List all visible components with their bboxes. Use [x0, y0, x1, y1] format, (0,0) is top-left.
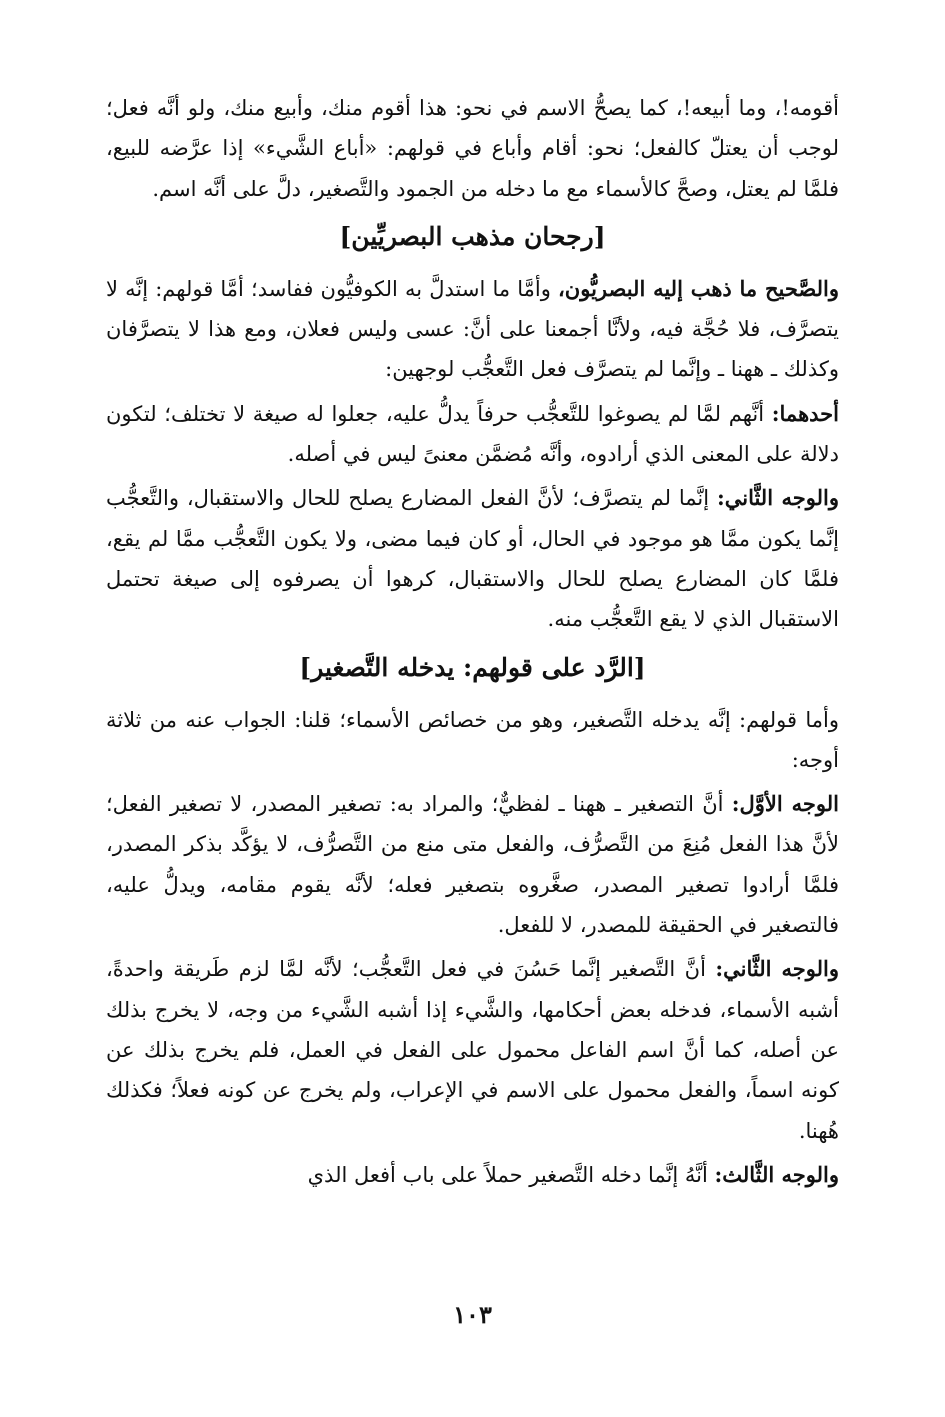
paragraph-text: أنَّهُ إنَّما دخله التَّصغير حملاً على باب أفعل الذي [307, 1162, 715, 1187]
paragraph-first-reason [106, 394, 839, 475]
paragraph-lead: والوجه الثَّاني: [715, 956, 840, 982]
section-heading-basrians: [رجحان مذهب البصريِّين] [339, 221, 606, 251]
paragraph-text: أقومه!، وما أبيعه!، كما يصحُّ الاسم في نحو: هذا أقوم منك، وأبيع منك، ولو أنَّه فعل؛ لوجب أن يعتلّ كالفعل؛ نحو: أقام وأباع في قولهم: «أباع الشَّيء» إذا عرَّضه للبيع، فلمَّا لم يعتل، وصحَّ كالأسماء مع ما دخله من الجمود والتَّصغير، دلَّ على أنَّه اسم. [106, 96, 839, 201]
section-heading-diminutive: [الرَّد على قولهم: يدخله التَّصغير] [299, 652, 646, 682]
paragraph-text: أنَّ التصغير ـ ههنا ـ لفظيٌّ؛ والمراد به: تصغير المصدر، لا تصغير الفعل؛ لأنَّ هذا الفعل مُنِعَ من التَّصرُّف، والفعل متى منع من التَّصرُّف، لا يؤكَّد بذكر المصدر، فلمَّا أرادوا تصغير المصدر، صغَّروه بتصغير فعله؛ لأنَّه يقوم مقامه، ويدلُّ عليه، فالتصغير في الحقيقة للمصدر، لا للفعل. [106, 792, 839, 938]
page-number: ١٠٣ [453, 1300, 492, 1329]
body-block-1 [106, 88, 839, 209]
paragraph-lead: والصَّحيح ما ذهب إليه البصريُّون، [558, 275, 839, 301]
paragraph-aspect-one [106, 784, 839, 945]
paragraph-lead: والوجه الثَّالث: [714, 1161, 839, 1187]
paragraph-reply-intro [106, 700, 839, 781]
body-block-3 [106, 700, 839, 1196]
paragraph-text: أنَّ التَّصغير إنَّما حَسُنَ في فعل التَّعجُّب؛ لأنَّه لمَّا لزم طَريقة واحدةً، أشبه الأسماء، فدخله بعض أحكامها، والشَّيء إذا أشبه الشَّيء من وجه، لا يخرج بذلك عن أصله، كما أنَّ اسم الفاعل محمول على الفعل في العمل، فلم يخرج بذلك عن كونه اسماً، والفعل محمول على الاسم في الإعراب، ولم يخرج عن كونه فعلاً؛ فكذلك هُهنا. [106, 957, 839, 1143]
paragraph-second-reason [106, 478, 839, 639]
paragraph-lead: والوجه الثَّاني: [716, 485, 839, 511]
paragraph-correct-view [106, 269, 839, 390]
paragraph-text: إنَّما لم يتصرَّف؛ لأنَّ الفعل المضارع يصلح للحال والاستقبال، والتَّعجُّب إنَّما يكون ممَّا هو موجود في الحال، أو كان فيما مضى، ولا يكون التَّعجُّب ممَّا لم يقع، فلمَّا كان المضارع يصلح للحال والاستقبال، كرهوا أن يصرفوه إلى صيغة تحتمل الاستقبال الذي لا يقع التَّعجُّب منه. [106, 486, 839, 632]
paragraph-lead: الوجه الأوَّل: [731, 791, 839, 817]
paragraph-aspect-three [106, 1155, 839, 1195]
paragraph-lead: أحدهما: [771, 400, 839, 426]
paragraph-text: أنَّهم لمَّا لم يصوغوا للتَّعجُّب حرفاً يدلُّ عليه، جعلوا له صيغة لا تختلف؛ لتكون دلالة على المعنى الذي أرادوه، وأنَّه مُضمَّن معنىً ليس في أصله. [106, 401, 839, 467]
paragraph-text: وأمَّا ما استدلَّ به الكوفيُّون ففاسد؛ أمَّا قولهم: إنَّه لا يتصرَّف، فلا حُجَّة فيه، ولأنَّا أجمعنا على أنَّ: عسى وليس فعلان، ومع هذا لا يتصرَّفان وكذلك ـ ههنا ـ وإنَّما لم يتصرَّف فعل التَّعجُّب لوجهين: [106, 276, 839, 382]
paragraph-aspect-two [106, 949, 839, 1150]
body-block-2 [106, 269, 839, 640]
paragraph-text: وأما قولهم: إنَّه يدخله التَّصغير، وهو من خصائص الأسماء؛ قلنا: الجواب عنه من ثلاثة أوجه: [106, 707, 839, 772]
paragraph-continuation [106, 88, 839, 209]
